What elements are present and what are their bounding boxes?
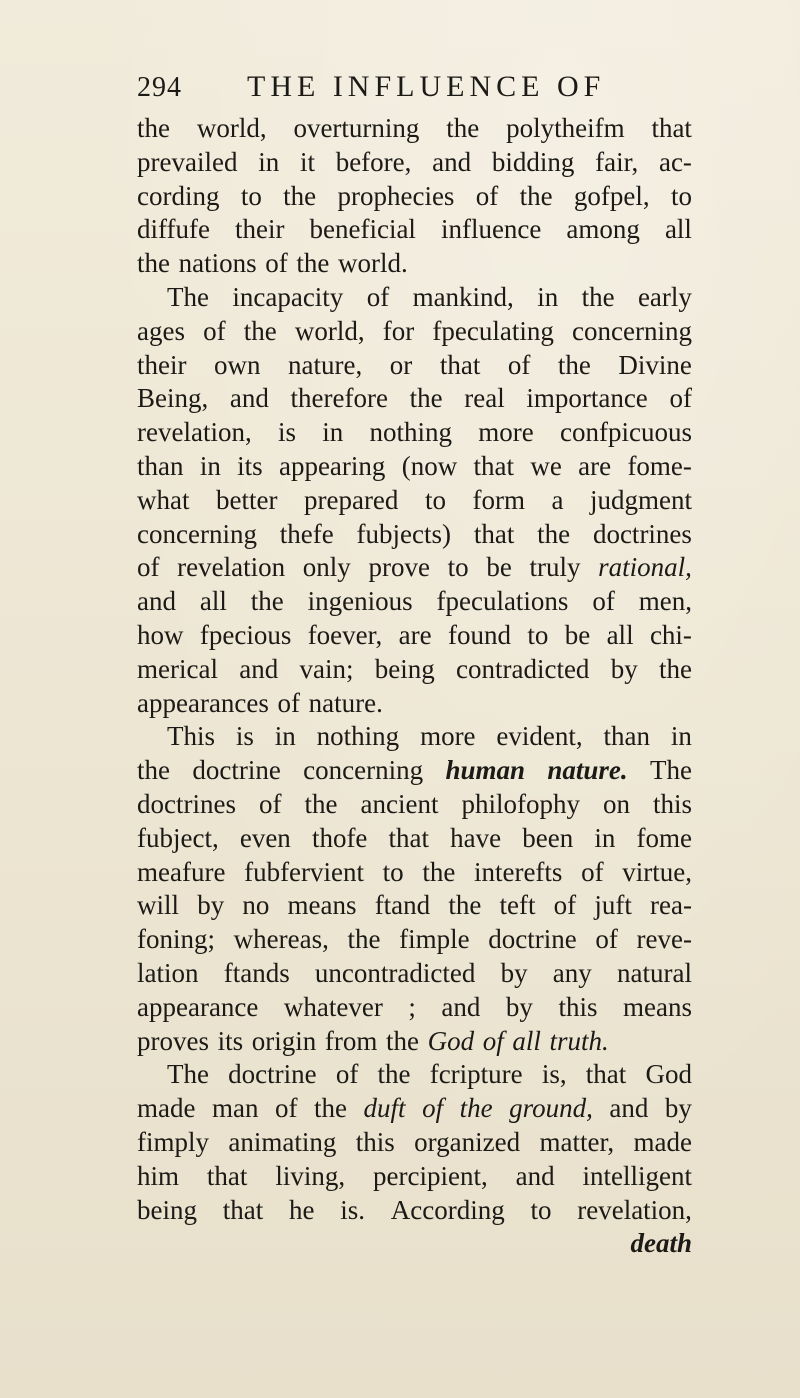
word: prepared bbox=[303, 484, 399, 515]
word: nature. bbox=[547, 755, 628, 786]
text-line bbox=[137, 957, 692, 991]
word: only bbox=[302, 552, 351, 583]
word: teft bbox=[499, 890, 536, 921]
word: appearance bbox=[137, 991, 259, 1022]
word: to bbox=[382, 856, 404, 887]
word: of bbox=[277, 687, 301, 718]
word: fome- bbox=[627, 450, 692, 481]
word: intelligent bbox=[582, 1160, 692, 1191]
word: before, bbox=[335, 146, 412, 177]
word: the bbox=[519, 180, 553, 211]
word: matter, bbox=[539, 1126, 615, 1157]
word: in bbox=[274, 721, 296, 752]
word: lation bbox=[137, 957, 199, 988]
word: appearances bbox=[137, 687, 269, 718]
word: ftands bbox=[223, 957, 290, 988]
word: foever, bbox=[307, 619, 383, 650]
word: to bbox=[670, 180, 692, 211]
text-line bbox=[137, 416, 692, 450]
word: he bbox=[289, 1194, 315, 1225]
word: contradicted bbox=[456, 653, 590, 684]
word: appearing bbox=[278, 450, 386, 481]
word: concerning bbox=[572, 315, 692, 346]
word: the bbox=[137, 755, 170, 786]
text-line bbox=[137, 619, 692, 653]
text-line bbox=[137, 484, 692, 518]
word: and bbox=[441, 991, 481, 1022]
text-line bbox=[137, 889, 692, 923]
word: ac- bbox=[658, 146, 692, 177]
word: gofpel, bbox=[573, 180, 650, 211]
text-line bbox=[137, 1194, 692, 1228]
text-line bbox=[137, 923, 692, 957]
word: ages bbox=[137, 315, 185, 346]
word: rea- bbox=[650, 890, 692, 921]
word: any bbox=[552, 957, 592, 988]
text-line bbox=[137, 146, 692, 180]
word: that bbox=[206, 1160, 248, 1191]
word: the bbox=[446, 113, 480, 143]
text-line bbox=[137, 281, 692, 315]
word: the bbox=[137, 248, 170, 279]
word: God bbox=[427, 1025, 475, 1056]
word: rational, bbox=[598, 552, 692, 583]
word: their bbox=[137, 349, 187, 380]
word: nothing bbox=[316, 721, 400, 752]
word: is bbox=[277, 417, 296, 448]
word: revelation, bbox=[577, 1194, 692, 1225]
word: more bbox=[420, 721, 476, 752]
word: fair, bbox=[595, 146, 639, 177]
word: the bbox=[243, 315, 277, 346]
word: truly bbox=[529, 552, 581, 583]
word: how bbox=[137, 619, 184, 650]
word: doctrines bbox=[592, 518, 692, 549]
word: whatever bbox=[283, 991, 383, 1022]
text-line bbox=[137, 822, 692, 856]
word: its bbox=[237, 450, 263, 481]
word: being bbox=[137, 1194, 197, 1225]
word: of bbox=[203, 315, 226, 346]
word: the bbox=[658, 653, 692, 684]
word: nature, bbox=[288, 349, 363, 380]
word: overturning bbox=[293, 113, 420, 143]
word: the bbox=[385, 1025, 419, 1056]
word: this bbox=[652, 788, 692, 819]
word: natural bbox=[617, 957, 692, 988]
word: organized bbox=[414, 1126, 521, 1157]
word: meafure bbox=[137, 856, 226, 887]
word: the bbox=[137, 113, 170, 143]
word: means bbox=[287, 890, 357, 921]
word: merical bbox=[137, 653, 218, 684]
word: influence bbox=[440, 214, 542, 245]
word: the bbox=[557, 349, 591, 380]
word: fome bbox=[636, 822, 692, 853]
word: to bbox=[424, 484, 446, 515]
word: evident, bbox=[496, 721, 583, 752]
text-line bbox=[137, 1160, 692, 1194]
word: of bbox=[553, 890, 577, 921]
word: even bbox=[239, 822, 291, 853]
word: of bbox=[422, 1093, 444, 1124]
word: it bbox=[299, 146, 315, 177]
word: the bbox=[459, 1093, 493, 1124]
word: of bbox=[475, 180, 499, 211]
text-line bbox=[137, 1025, 692, 1059]
word: by bbox=[197, 890, 225, 921]
text-line bbox=[137, 247, 692, 281]
word: this bbox=[558, 991, 598, 1022]
word: made bbox=[633, 1126, 692, 1157]
word: be bbox=[564, 619, 591, 650]
word: (now bbox=[401, 450, 458, 481]
word: the bbox=[409, 383, 443, 414]
word: This bbox=[167, 721, 216, 752]
page-number: 294 bbox=[137, 72, 182, 103]
word: of bbox=[581, 856, 604, 887]
running-head bbox=[137, 72, 657, 112]
word: than bbox=[137, 450, 184, 481]
word: ; bbox=[408, 991, 416, 1022]
word: percipient, bbox=[373, 1160, 488, 1191]
word: than bbox=[603, 721, 651, 752]
word: ancient bbox=[360, 788, 439, 819]
word: all bbox=[199, 586, 227, 617]
word: proves bbox=[137, 1025, 209, 1056]
word: that bbox=[473, 450, 515, 481]
word: truth. bbox=[549, 1025, 609, 1056]
word: the bbox=[304, 788, 338, 819]
word: doctrine bbox=[228, 1059, 317, 1090]
word: by bbox=[664, 1093, 692, 1124]
word: by bbox=[500, 957, 528, 988]
word: origin bbox=[251, 1025, 317, 1056]
word: own bbox=[214, 349, 261, 380]
text-line bbox=[137, 754, 692, 788]
word: that bbox=[439, 349, 481, 380]
word: of bbox=[258, 788, 282, 819]
word: the bbox=[537, 518, 571, 549]
word: nations bbox=[178, 248, 257, 279]
word: fubject, bbox=[137, 822, 219, 853]
word: concerning bbox=[303, 755, 424, 786]
word: whereas, bbox=[233, 924, 329, 955]
catchword: death bbox=[630, 1228, 692, 1259]
word: the bbox=[448, 890, 482, 921]
word: beneficial bbox=[309, 214, 416, 245]
word: living, bbox=[275, 1160, 346, 1191]
word: bidding bbox=[491, 146, 575, 177]
word: that bbox=[473, 518, 515, 549]
word: doctrine bbox=[192, 755, 281, 786]
word: that bbox=[222, 1194, 264, 1225]
text-line bbox=[137, 112, 692, 146]
body-text bbox=[137, 112, 692, 1261]
word: being bbox=[374, 653, 435, 684]
word: their bbox=[235, 214, 285, 245]
word: judgment bbox=[589, 484, 692, 515]
word: duft bbox=[363, 1093, 406, 1124]
word: him bbox=[137, 1160, 180, 1191]
text-line bbox=[137, 788, 692, 822]
word: form bbox=[472, 484, 525, 515]
word: been bbox=[522, 822, 574, 853]
word: fubjects) bbox=[356, 518, 452, 549]
text-line bbox=[137, 1058, 692, 1092]
word: to bbox=[240, 180, 262, 211]
word: incapacity bbox=[232, 281, 344, 312]
word: confpicuous bbox=[559, 417, 692, 448]
word: the bbox=[314, 1093, 348, 1124]
word: man bbox=[212, 1093, 259, 1124]
word: diffufe bbox=[137, 214, 210, 245]
word: thefe bbox=[279, 518, 334, 549]
word: of bbox=[335, 1059, 359, 1090]
word: all bbox=[664, 214, 692, 245]
text-line bbox=[137, 213, 692, 247]
word: world, bbox=[196, 113, 267, 143]
word: fubfervient bbox=[244, 856, 365, 887]
word: polytheifm bbox=[506, 113, 625, 143]
word: the bbox=[250, 586, 284, 617]
word: interefts bbox=[473, 856, 563, 887]
word: in bbox=[594, 822, 616, 853]
word: prophecies bbox=[337, 180, 455, 211]
word: to bbox=[447, 552, 469, 583]
word: juft bbox=[594, 890, 632, 921]
text-line bbox=[137, 349, 692, 383]
word: that bbox=[585, 1059, 627, 1090]
word: is. bbox=[340, 1194, 365, 1225]
word: what bbox=[137, 484, 190, 515]
word: in bbox=[199, 450, 221, 481]
word: nothing bbox=[369, 417, 452, 448]
word: among bbox=[566, 214, 640, 245]
word: better bbox=[216, 484, 278, 515]
word: for bbox=[382, 315, 415, 346]
word: animating bbox=[228, 1126, 337, 1157]
text-line bbox=[137, 518, 692, 552]
word: of bbox=[507, 349, 531, 380]
word: early bbox=[637, 281, 692, 312]
word: vain; bbox=[299, 653, 354, 684]
text-line bbox=[137, 551, 692, 585]
word: from bbox=[324, 1025, 378, 1056]
word: reve- bbox=[636, 924, 692, 955]
text-line bbox=[137, 1092, 692, 1126]
word: and bbox=[432, 146, 472, 177]
word: world, bbox=[294, 315, 365, 346]
word: Being, bbox=[137, 383, 209, 414]
word: nature. bbox=[308, 687, 383, 718]
word: The bbox=[167, 281, 209, 312]
word: virtue, bbox=[622, 856, 692, 887]
word: have bbox=[450, 822, 502, 853]
word: and bbox=[609, 1093, 649, 1124]
word: to bbox=[527, 619, 549, 650]
text-line bbox=[137, 450, 692, 484]
word: is, bbox=[541, 1059, 567, 1090]
word: that bbox=[651, 113, 692, 143]
word: real bbox=[464, 383, 505, 414]
word: Divine bbox=[618, 349, 692, 380]
word: concerning bbox=[137, 518, 257, 549]
word: According bbox=[390, 1194, 505, 1225]
word: fimply bbox=[137, 1126, 209, 1157]
word: of bbox=[137, 552, 160, 583]
word: mankind, bbox=[412, 281, 514, 312]
word: are bbox=[398, 619, 432, 650]
word: in bbox=[258, 146, 280, 177]
word: is bbox=[235, 721, 254, 752]
word: the bbox=[581, 281, 615, 312]
word: of bbox=[275, 1093, 298, 1124]
word: will bbox=[137, 890, 180, 921]
word: and bbox=[515, 1160, 555, 1191]
word: the bbox=[377, 1059, 411, 1090]
word: prove bbox=[368, 552, 430, 583]
word: a bbox=[551, 484, 564, 515]
word: human bbox=[445, 755, 526, 786]
word: more bbox=[478, 417, 534, 448]
word: in bbox=[537, 281, 559, 312]
catchword-line bbox=[137, 1227, 692, 1261]
word: are bbox=[578, 450, 612, 481]
text-line bbox=[137, 315, 692, 349]
text-line bbox=[137, 180, 692, 214]
word: men, bbox=[638, 586, 692, 617]
word: God bbox=[645, 1059, 692, 1090]
word: world. bbox=[338, 248, 408, 279]
text-line bbox=[137, 653, 692, 687]
word: we bbox=[530, 450, 562, 481]
word: that bbox=[388, 822, 430, 853]
word: of bbox=[482, 1025, 504, 1056]
word: in bbox=[322, 417, 344, 448]
text-line bbox=[137, 1126, 692, 1160]
word: on bbox=[602, 788, 630, 819]
word: of bbox=[669, 383, 692, 414]
word: fpeculations bbox=[436, 586, 569, 617]
text-line bbox=[137, 382, 692, 416]
word: fpecious bbox=[199, 619, 292, 650]
word: all bbox=[606, 619, 634, 650]
text-line bbox=[137, 856, 692, 890]
running-title: THE INFLUENCE OF bbox=[247, 70, 606, 103]
word: doctrines bbox=[137, 788, 236, 819]
word: ground, bbox=[509, 1093, 593, 1124]
word: means bbox=[622, 991, 692, 1022]
word: of bbox=[366, 281, 390, 312]
word: and bbox=[239, 653, 279, 684]
word: cording bbox=[137, 180, 220, 211]
word: be bbox=[486, 552, 512, 583]
word: the bbox=[347, 924, 381, 955]
text-line bbox=[137, 585, 692, 619]
word: foning; bbox=[137, 924, 215, 955]
word: uncontradicted bbox=[314, 957, 476, 988]
word: of bbox=[595, 924, 618, 955]
word: the bbox=[296, 248, 330, 279]
word: the bbox=[283, 180, 317, 211]
word: ftand bbox=[374, 890, 431, 921]
word: chi- bbox=[649, 619, 692, 650]
word: to bbox=[530, 1194, 552, 1225]
text-line bbox=[137, 687, 692, 721]
word: and bbox=[229, 383, 269, 414]
word: this bbox=[355, 1126, 395, 1157]
word: by bbox=[610, 653, 638, 684]
word: in bbox=[670, 721, 692, 752]
word: doctrine bbox=[488, 924, 577, 955]
word: and bbox=[137, 586, 176, 617]
word: all bbox=[512, 1025, 541, 1056]
word: importance bbox=[526, 383, 648, 414]
word: revelation, bbox=[137, 417, 252, 448]
word: revelation bbox=[177, 552, 286, 583]
word: prevailed bbox=[137, 146, 238, 177]
word: or bbox=[389, 349, 413, 380]
word: by bbox=[505, 991, 533, 1022]
text-line bbox=[137, 720, 692, 754]
word: The bbox=[649, 755, 692, 786]
word: no bbox=[242, 890, 270, 921]
text-line bbox=[137, 991, 692, 1025]
word: fcripture bbox=[429, 1059, 523, 1090]
word: the bbox=[422, 856, 456, 887]
word: philofophy bbox=[461, 788, 580, 819]
word: found bbox=[448, 619, 511, 650]
word: thofe bbox=[311, 822, 368, 853]
word: fimple bbox=[399, 924, 470, 955]
word: fpeculating bbox=[432, 315, 554, 346]
word: of bbox=[592, 586, 615, 617]
word: its bbox=[217, 1025, 244, 1056]
word: The bbox=[167, 1059, 209, 1090]
word: of bbox=[265, 248, 288, 279]
word: ingenious bbox=[307, 586, 413, 617]
word: made bbox=[137, 1093, 196, 1124]
word: therefore bbox=[290, 383, 388, 414]
